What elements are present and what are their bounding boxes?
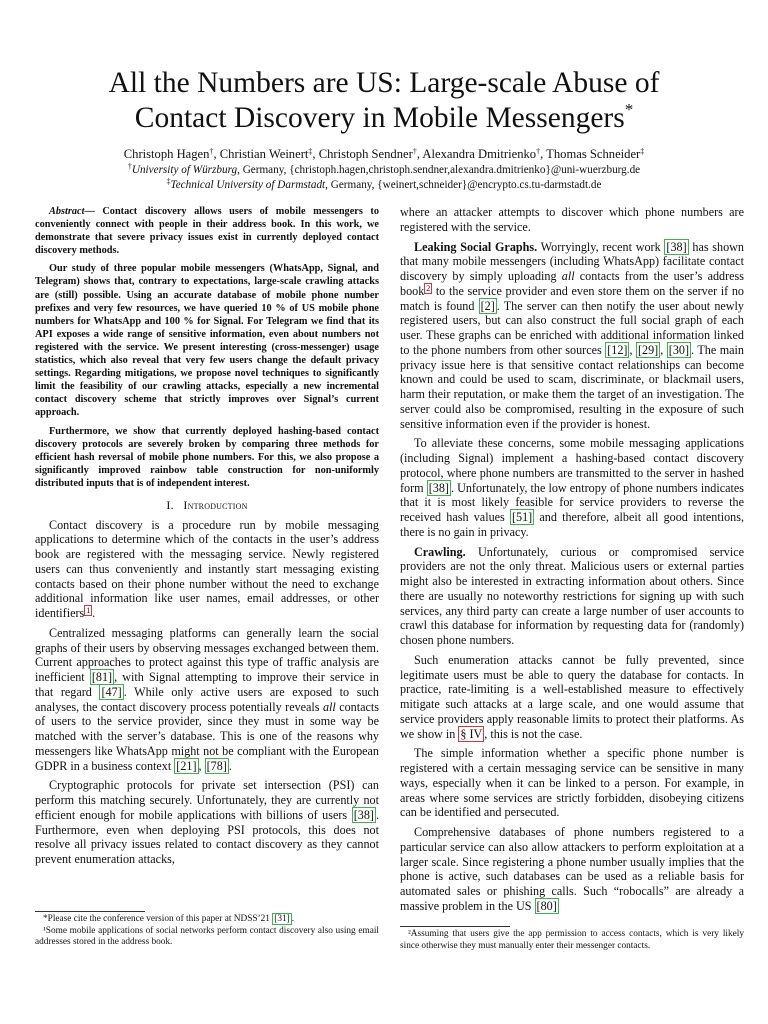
footnotes-left xyxy=(35,914,379,949)
paragraph-text: . Furthermore, even when deploying PSI protocols, this does not resolve all privacy issues related to contact discovery as they cannot prevent enumeration attacks, xyxy=(35,807,379,867)
title-line-1: All the Numbers are US: Large-scale Abuse of xyxy=(108,67,660,99)
abstract-paragraph-2: Our study of three popular mobile messengers (WhatsApp, Signal, and Telegram) shows that, contrary to expectations, large-scale crawling attacks are (still) possible. Using an accurate database of mobile phone number prefixes and very few resources, we have queried 10 % of US mobile phone numbers for WhatsApp and 100 % for Signal. For Telegram we find that its API exposes a wide range of sensitive information, even about numbers not registered with the service. We present interesting (cross-messenger) usage statistics, which also reveal that very few users change the default privacy settings. Regarding mitigations, we propose novel techniques to significantly limit the feasibility of our crawling attacks, especially a new incremental contact discovery scheme that strictly improves over Signal’s current approach. xyxy=(35,263,379,419)
citation-link[interactable]: [78] xyxy=(206,758,227,773)
right-column xyxy=(400,205,744,919)
paragraph-text: . xyxy=(92,606,96,621)
author-list: Christoph Hagen†, Christian Weinert‡, Christoph Sendner†, Alexandra Dmitrienko†, Thomas Schneider‡ xyxy=(123,147,645,161)
paragraph-text: , xyxy=(629,342,636,357)
paragraph-text: Unfortunately, curious or compromised service providers are not the only threat. Malicious users or external parties might also be interested in extracting information about others. Since there are usually no noteworthy restrictions for signing up with such services, any third party can create a large number of user accounts to crawl this database for information by requesting data for (randomly) chosen phone numbers. xyxy=(400,544,744,647)
title-line-2 xyxy=(40,101,728,136)
citation-link[interactable]: [51] xyxy=(511,510,533,524)
institution-name: Technical University of Darmstadt xyxy=(170,179,326,191)
paragraph-crawling xyxy=(400,545,744,648)
abstract-paragraph-1 xyxy=(35,205,379,257)
author-affiliation-mark: † xyxy=(209,147,214,156)
author-affiliation-mark: ‡ xyxy=(308,147,313,156)
citation-link[interactable]: [38] xyxy=(666,239,687,254)
paragraph-text: To alleviate these concerns, some mobile messaging applications (including Signal) implement a hashing-based contact discovery protocol, where phone numbers are transmitted to the server in hashed form xyxy=(400,436,744,495)
author-name: Alexandra Dmitrienko xyxy=(422,147,537,161)
footnote-2: ²Assuming that users give the app permission to access contacts, which is very likely since otherwise they must manually enter their messenger contacts. xyxy=(400,929,744,951)
abstract-text: — Contact discovery allows users of mobile messengers to conveniently connect with people in their address book. In this work, we demonstrate that severe privacy issues exist in currently deployed contact discovery methods. xyxy=(35,206,379,257)
paragraph-text: . xyxy=(228,758,232,773)
continued-paragraph: where an attacker attempts to discover which phone numbers are registered with the service. xyxy=(400,205,744,234)
paragraph-enumeration xyxy=(400,653,744,742)
paragraph-text: and therefore, albeit all good intentions, there is no gain in privacy. xyxy=(400,510,744,539)
paragraph-text: . The main privacy issue here is that sensitive contact relationships can become known and could be used to scam, discriminate, or blackmail users, harm their reputation, or make them the target of an investigation. The server could also be compromised, resulting in the exposure of such sensitive information even if the provider is honest. xyxy=(400,342,744,431)
author-affiliation-mark: † xyxy=(412,147,417,156)
paragraph-text: Centralized messaging platforms can generally learn the social graphs of their users by observing messages exchanged between them. Current approaches to protect against this type of traffic analysis are inefficient xyxy=(35,625,379,685)
footnote-link[interactable]: 1 xyxy=(86,606,91,616)
run-in-heading: Leaking Social Graphs. xyxy=(414,239,538,254)
citation-link[interactable]: [38] xyxy=(428,480,449,495)
affiliation-2 xyxy=(30,178,738,192)
paragraph-text: contacts of users to the service provider, since they must in some way be matched with the server’s database. This is one of the reasons why messengers like WhatsApp might not be compliant with the European GDPR in a business context xyxy=(35,699,379,773)
paragraph-text: , with Signal attempting to improve their service in that regard xyxy=(35,670,379,699)
author-name: Christian Weinert xyxy=(219,147,309,161)
footnotes-right xyxy=(400,929,744,952)
left-column xyxy=(35,205,379,872)
affiliation-1 xyxy=(30,163,738,177)
footnote-text: . xyxy=(291,914,295,924)
author-affiliation-mark: ‡ xyxy=(640,147,645,156)
paragraph-text: . While only active users are exposed to such analyses, the contact discovery process potentially reveals xyxy=(35,684,379,714)
section-heading-introduction xyxy=(35,498,379,513)
paragraph-text: Comprehensive databases of phone numbers registered to a particular service can also allow attackers to perform exploitation at a larger scale. Since registering a phone number usually implies that the phone is active, such databases can be used as a reliable basis for automated sales or phishing calls. Such “robocalls” are already a massive problem in the US xyxy=(400,825,744,913)
paragraph-text: has shown that many mobile messengers (including WhatsApp) facilitate contact discovery by simply uploading xyxy=(400,239,744,283)
title-footnote-mark: * xyxy=(624,100,634,119)
run-in-heading: Crawling. xyxy=(414,544,466,559)
paragraph-text: contacts from the user’s address book xyxy=(400,269,744,298)
footnote-divider xyxy=(400,926,510,927)
paragraph-text: Contact discovery is a procedure run by mobile messaging applications to determine which of the contacts in the user’s address book are registered with the messaging service. Newly registered users can thus conveniently and instantly start messaging existing contacts based on their phone number without the need to exchange additional information like user names, email addresses, or other identifiers xyxy=(35,517,379,621)
emphasis: all xyxy=(561,269,575,283)
intro-paragraph-3 xyxy=(35,778,379,867)
intro-paragraph-1 xyxy=(35,518,379,621)
paragraph-databases xyxy=(400,825,744,914)
author-affiliation-mark: † xyxy=(536,147,541,156)
paragraph-text: , xyxy=(660,342,667,357)
citation-link[interactable]: [29] xyxy=(638,342,659,357)
paragraph-text: Worryingly, recent work xyxy=(537,239,665,254)
author-name: Christoph Sendner xyxy=(318,147,413,161)
footnote-divider xyxy=(35,911,145,912)
citation-link[interactable]: [21] xyxy=(176,758,197,773)
citation-link[interactable]: [30] xyxy=(668,342,690,357)
citation-link[interactable]: [38] xyxy=(353,807,374,822)
footnote-link[interactable]: 2 xyxy=(426,283,431,293)
intro-paragraph-2 xyxy=(35,626,379,774)
affiliation-details: , Germany, {christoph.hagen,christoph.sendner,alexandra.dmitrienko}@uni-wuerzburg.de xyxy=(237,164,641,176)
citation-link[interactable]: [47] xyxy=(101,684,122,699)
paragraph-hashing xyxy=(400,436,744,539)
paragraph-text: . Unfortunately, the low entropy of phone numbers indicates that it is most likely feasible for service providers to reverse the received hash values xyxy=(400,480,744,524)
section-number: I. xyxy=(166,497,174,512)
paper-title xyxy=(40,66,728,136)
citation-link[interactable]: [81] xyxy=(91,670,113,685)
footnote-cite xyxy=(35,914,379,926)
affiliation-mark: † xyxy=(127,162,132,171)
paragraph-leaking-social-graphs xyxy=(400,240,744,432)
section-link[interactable]: § IV xyxy=(460,726,483,741)
paragraph-text: , xyxy=(198,758,205,773)
abstract-label: Abstract xyxy=(49,206,85,217)
emphasis: all xyxy=(322,699,336,714)
paragraph-text: , this is not the case. xyxy=(484,726,583,741)
citation-link[interactable]: [31] xyxy=(274,914,290,924)
author-name: Christoph Hagen xyxy=(123,147,210,161)
affiliation-details: , Germany, {weinert,schneider}@encrypto.cs.tu-darmstadt.de xyxy=(325,179,602,191)
paragraph-text: Cryptographic protocols for private set intersection (PSI) can perform this matching securely. Unfortunately, they are currently not efficient enough for mobile applications with billions of users xyxy=(35,778,379,822)
institution-name: University of Würzburg xyxy=(131,164,238,176)
abstract-paragraph-3: Furthermore, we show that currently deployed hashing-based contact discovery protocols are severely broken by comparing three methods for efficient hash reversal of mobile phone numbers. For this, we also propose a significantly improved rainbow table construction for non-uniformly distributed inputs that is of independent interest. xyxy=(35,425,379,489)
author-name: Thomas Schneider xyxy=(546,147,641,161)
citation-link[interactable]: [12] xyxy=(607,342,628,357)
paragraph-text: . The server can then notify the user about newly registered users, but can also construct the full social graph of each user. These graphs can be enriched with additional information linked to the phone numbers from other sources xyxy=(400,298,744,357)
footnote-1: ¹Some mobile applications of social networks perform contact discovery also using email addresses stored in the address book. xyxy=(35,925,379,947)
citation-link[interactable]: [80] xyxy=(536,898,557,913)
title-line-2-text: Contact Discovery in Mobile Messengers xyxy=(134,102,625,134)
footnote-text: *Please cite the conference version of this paper at NDSS’21 xyxy=(43,914,273,924)
section-title: Introduction xyxy=(183,497,248,512)
paragraph-text: to the service provider and even store them on the server if no match is found xyxy=(400,283,744,313)
paragraph-text: Such enumeration attacks cannot be fully prevented, since legitimate users must be able to query the database for contacts. In practice, rate-limiting is a well-established measure to effectively mitigate such attacks at a large scale, and one would assume that service providers apply reasonable limits to protect their platforms. As we show in xyxy=(400,652,744,741)
affiliation-mark: ‡ xyxy=(166,177,171,186)
paragraph-sensitive-info: The simple information whether a specific phone number is registered with a certain messaging service can be sensitive in many ways, especially when it can be linked to a person. For example, in areas where some services are strictly forbidden, disobeying citizens can be identified and persecuted. xyxy=(400,746,744,820)
citation-link[interactable]: [2] xyxy=(480,298,495,313)
